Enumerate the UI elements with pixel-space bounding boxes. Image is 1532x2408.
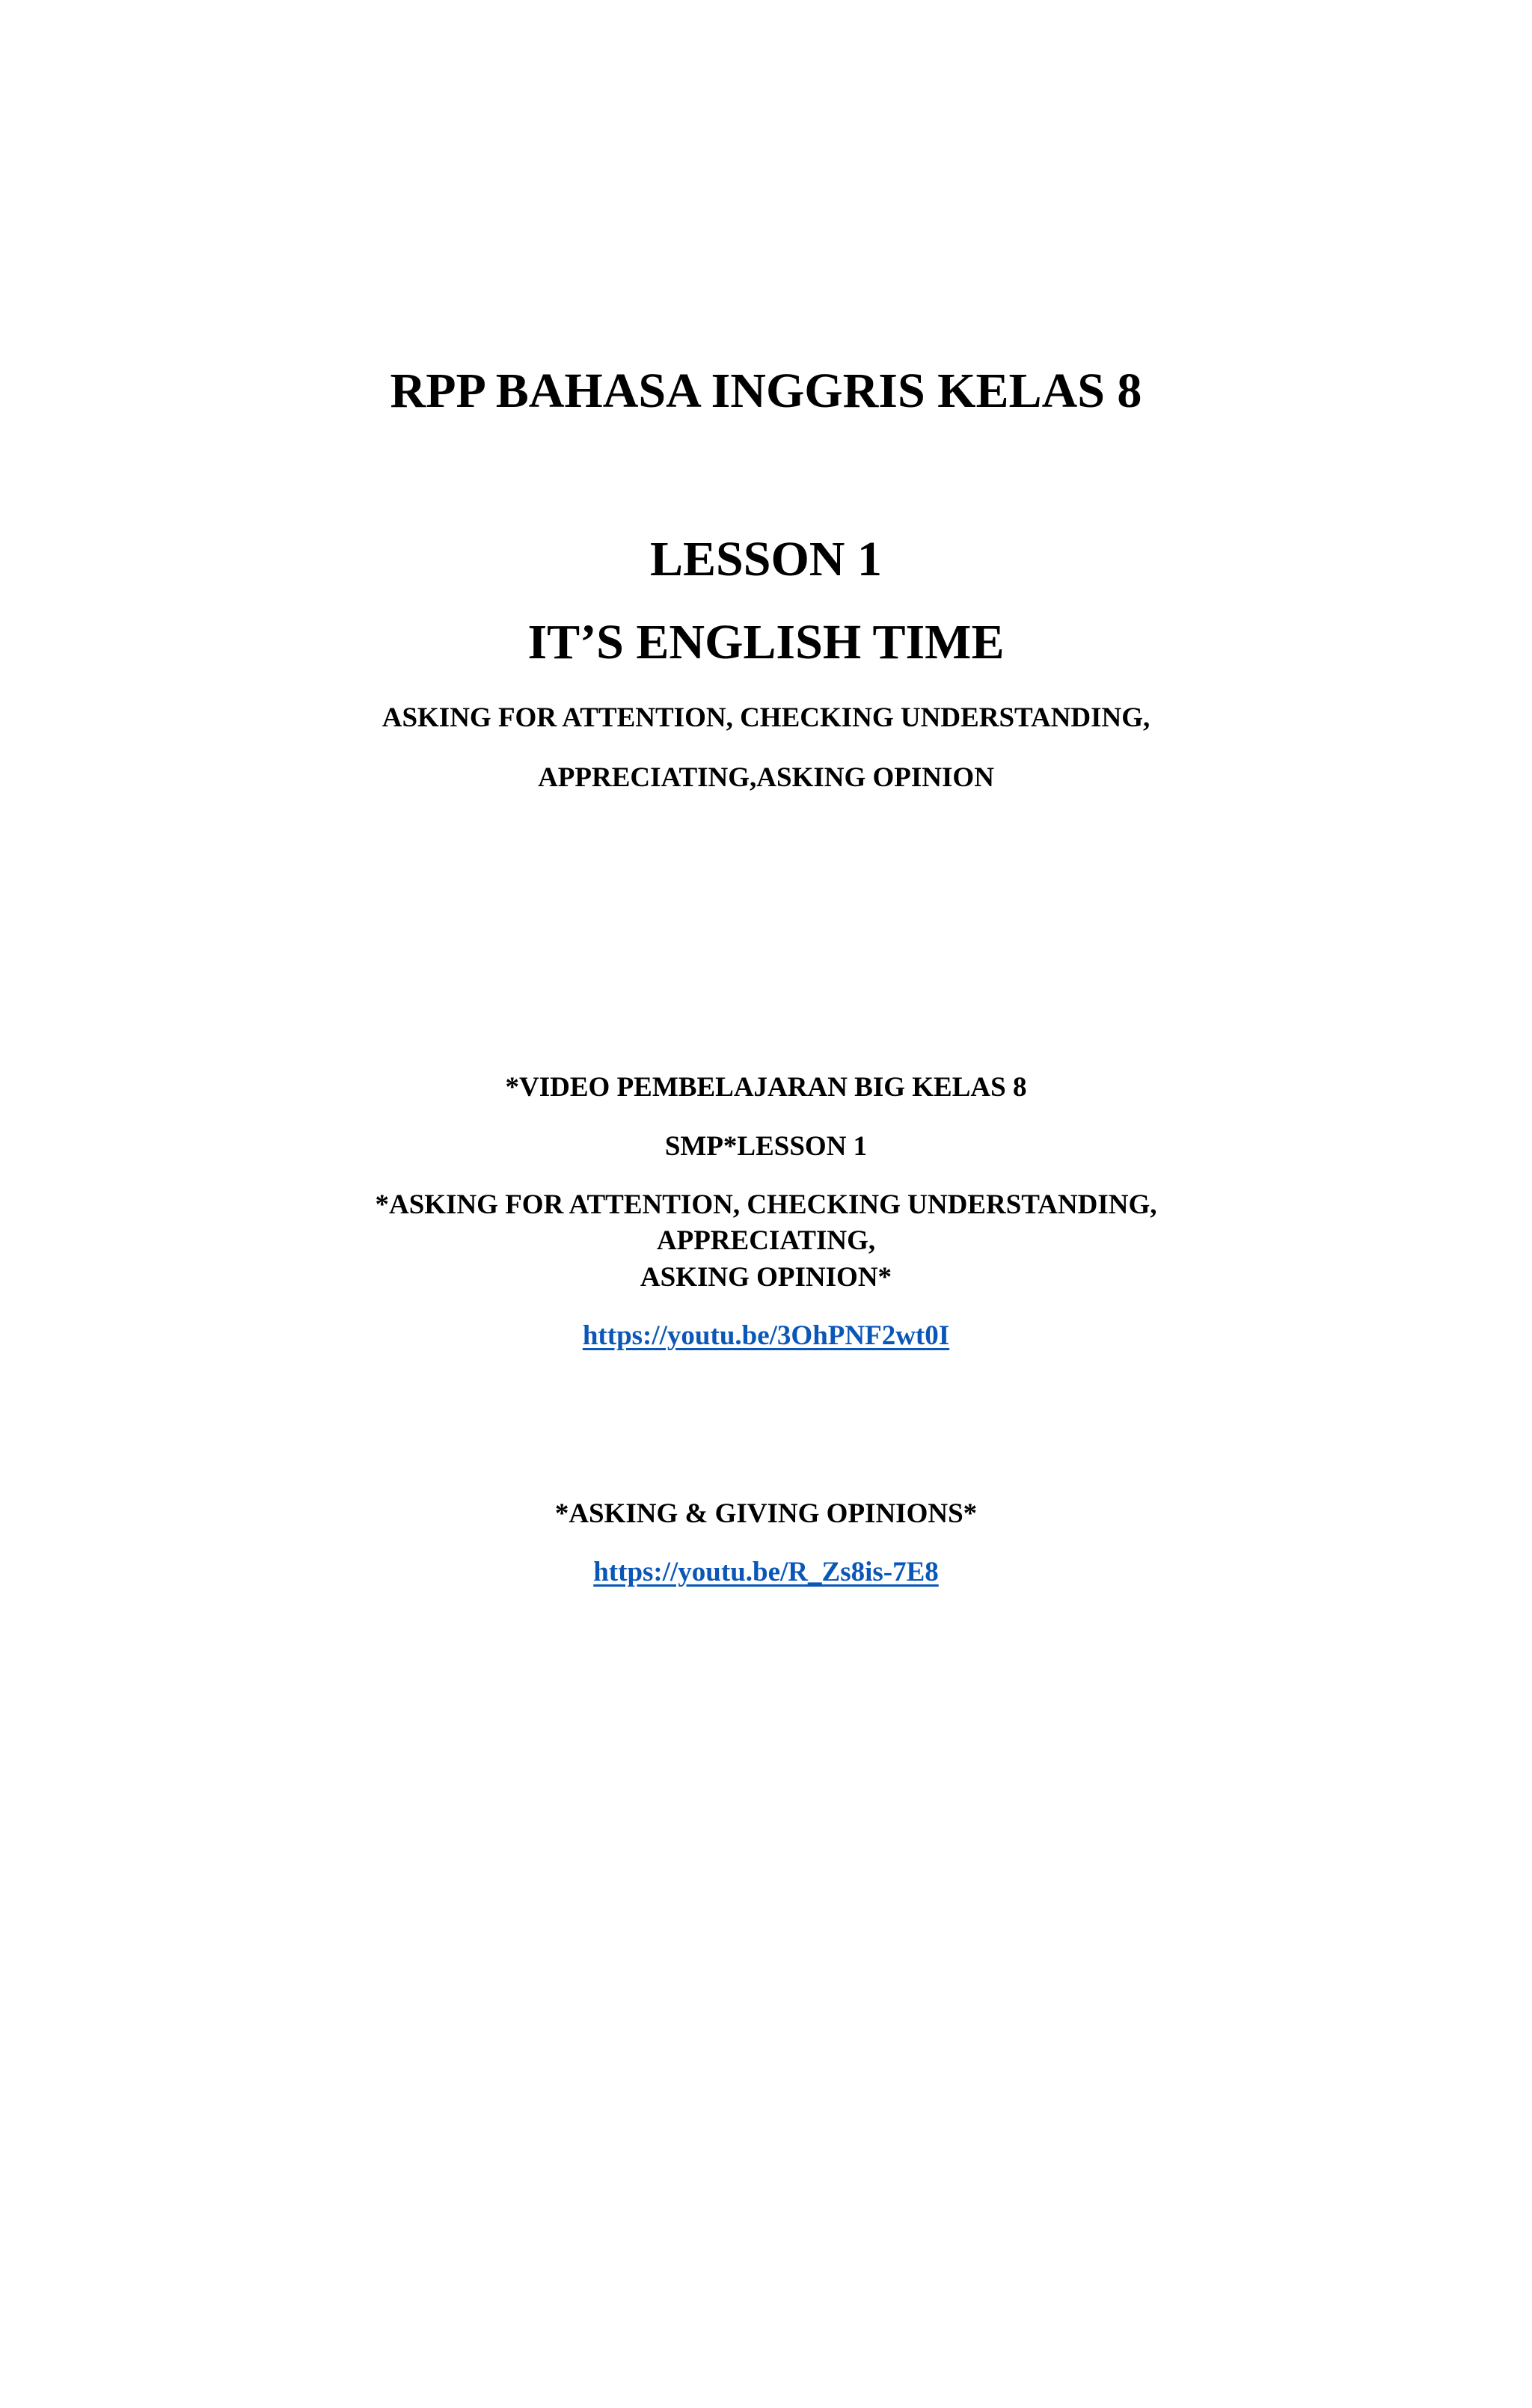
topics-line-1: ASKING FOR ATTENTION, CHECKING UNDERSTANDING, [382, 702, 1150, 733]
video-link-container [0, 1322, 1532, 1349]
lesson-title: IT’S ENGLISH TIME [527, 615, 1005, 670]
opinions-heading: *ASKING & GIVING OPINIONS* [554, 1498, 978, 1529]
video-section-line-3: *ASKING FOR ATTENTION, CHECKING UNDERSTANDING, [375, 1189, 1157, 1220]
video-link-1[interactable]: https://youtu.be/3OhPNF2wt0I [582, 1320, 950, 1351]
video-section-line-1: *VIDEO PEMBELAJARAN BIG KELAS 8 [505, 1072, 1027, 1103]
video-section-line-2: SMP*LESSON 1 [664, 1131, 868, 1162]
video-section-line-4: APPRECIATING, [656, 1225, 876, 1256]
topics-line-2: APPRECIATING,ASKING OPINION [538, 762, 994, 793]
video-link-2[interactable]: https://youtu.be/R_Zs8is-7E8 [593, 1557, 939, 1587]
video-section-line-5: ASKING OPINION* [640, 1262, 892, 1293]
lesson-number: LESSON 1 [650, 532, 882, 586]
opinions-link-container [0, 1558, 1532, 1586]
main-title: RPP BAHASA INGGRIS KELAS 8 [390, 364, 1142, 418]
